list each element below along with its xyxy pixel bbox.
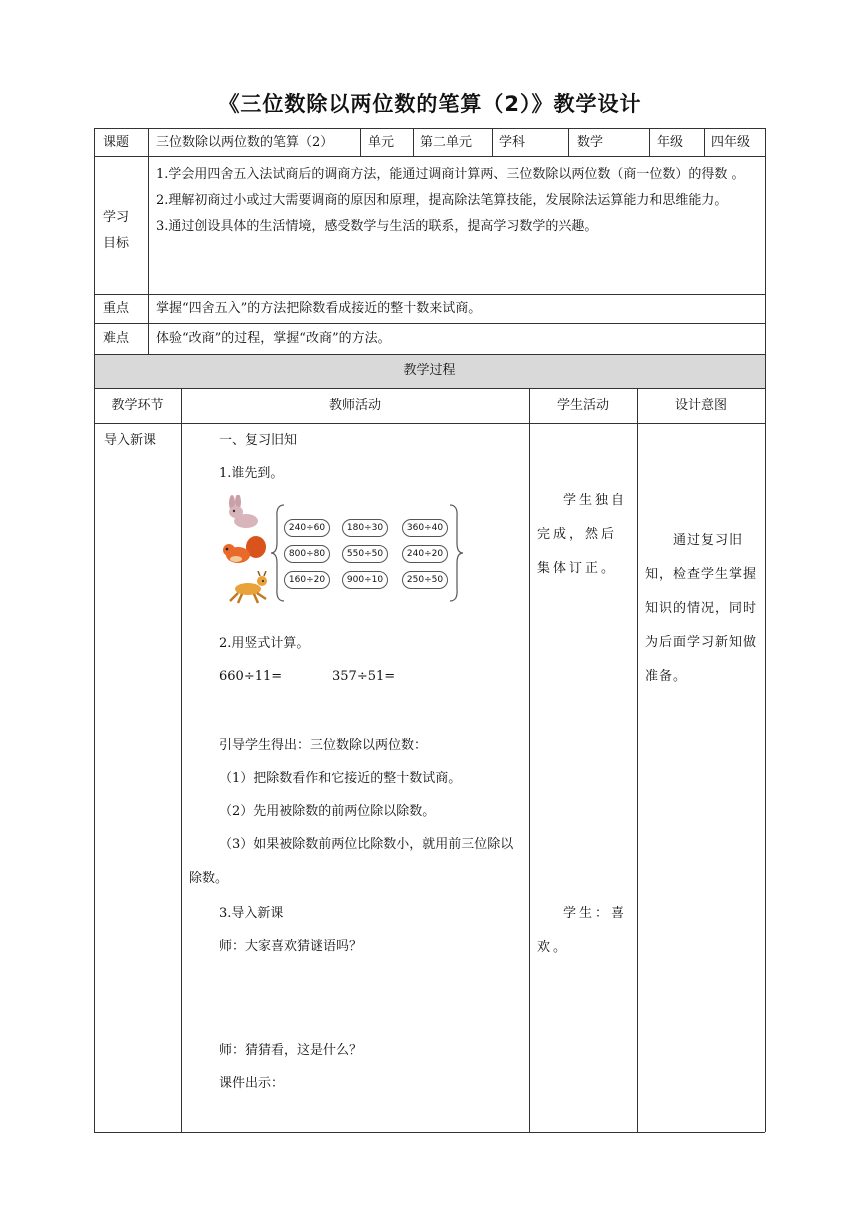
question-3: 3.导入新课 (219, 906, 284, 921)
race-picture (216, 493, 506, 618)
deer-icon (224, 571, 270, 605)
key-point-value: 掌握“四舍五入”的方法把除数看成接近的整十数来试商。 (156, 301, 482, 316)
col-stage: 教学环节 (111, 398, 164, 413)
key-point-label: 重点 (103, 301, 130, 316)
topic-value: 三位数除以两位数的笔算（2） (156, 135, 334, 150)
calc-2: 357÷51= (332, 669, 396, 684)
expression-oval: 240÷20 (402, 545, 448, 563)
student-answer-1: 学生独自完成，然后集体订正。 (537, 493, 628, 576)
question-1: 1.谁先到。 (219, 466, 284, 481)
expression-oval: 240÷60 (284, 519, 330, 537)
goal-item: 3.通过创设具体的生活情境，感受数学与生活的联系，提高学习数学的兴趣。 (156, 219, 598, 234)
col-student: 学生活动 (556, 398, 609, 413)
squirrel-icon (220, 535, 268, 569)
col-intent: 设计意图 (674, 398, 727, 413)
unit-label: 单元 (368, 135, 395, 150)
calc-1: 660÷11= (219, 669, 283, 684)
subject-value: 数学 (577, 135, 604, 150)
grade-label: 年级 (657, 135, 684, 150)
expression-oval: 160÷20 (284, 571, 330, 589)
student-answer-2: 学生：喜欢。 (537, 906, 628, 955)
subject-label: 学科 (499, 135, 526, 150)
topic-label: 课题 (103, 135, 130, 150)
col-teacher: 教师活动 (328, 398, 381, 413)
teacher-line-1: 师：大家喜欢猜谜语吗？ (219, 939, 363, 954)
rabbit-icon (220, 495, 264, 531)
expression-oval: 360÷40 (402, 519, 448, 537)
expression-oval: 800÷80 (284, 545, 330, 563)
teacher-line-2: 师：猜猜看，这是什么？ (219, 1043, 363, 1058)
expression-oval: 900÷10 (342, 571, 388, 589)
expression-oval: 180÷30 (342, 519, 388, 537)
goal-item: 2.理解初商过小或过大需要调商的原因和原理，提高除法笔算技能，发展除法运算能力和思维能力。 (156, 193, 728, 208)
goals-list (148, 158, 765, 240)
difficulty-label: 难点 (103, 331, 130, 346)
goal-item: 1.学会用四舍五入法试商后的调商方法，能通过调商计算两、三位数除以两位数（商一位数）的得数 。 (156, 167, 745, 182)
review-title: 一、复习旧知 (219, 433, 298, 448)
rule-2: （2）先用被除数的前两位除以除数。 (219, 804, 436, 819)
expression-oval: 550÷50 (342, 545, 388, 563)
question-2: 2.用竖式计算。 (219, 636, 310, 651)
design-intent: 通过复习旧知，检查学生掌握知识的情况，同时为后面学习新知做准备。 (645, 533, 758, 684)
guide-text: 引导学生得出：三位数除以两位数： (219, 738, 428, 753)
page-title: 《三位数除以两位数的笔算（2）》教学设计 (218, 92, 642, 116)
unit-value: 第二单元 (420, 135, 473, 150)
grade-value: 四年级 (711, 135, 751, 150)
goals-label: 学习目标 (103, 210, 130, 251)
rule-1: （1）把除数看作和它接近的整十数试商。 (219, 771, 462, 786)
stage-name: 导入新课 (104, 433, 157, 448)
rule-3: （3）如果被除数前两位比除数小，就用前三位除以除数。 (189, 837, 514, 886)
expression-oval: 250÷50 (402, 571, 448, 589)
right-brace-icon (448, 503, 464, 603)
difficulty-value: 体验“改商”的过程，掌握“改商”的方法。 (156, 331, 391, 346)
teacher-line-3: 课件出示： (219, 1076, 285, 1091)
process-header: 教学过程 (403, 363, 456, 378)
